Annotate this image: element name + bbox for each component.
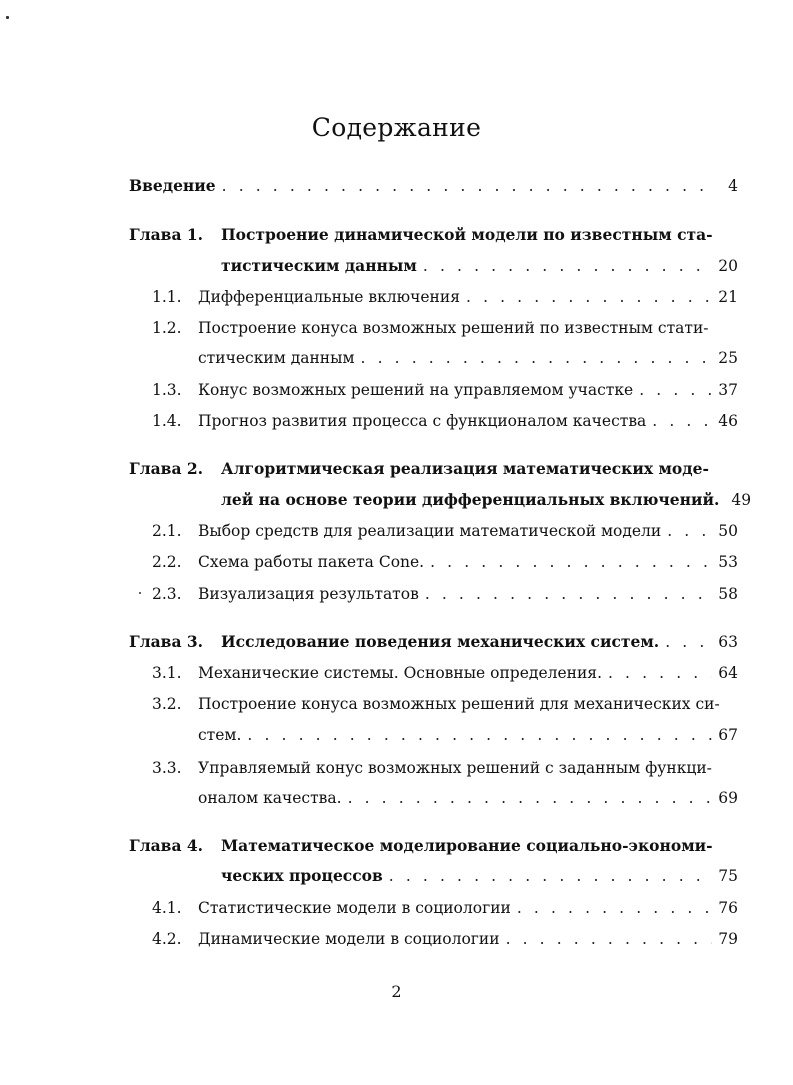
toc-chapter-1-heading[interactable]	[129, 225, 713, 245]
leader-dots	[425, 584, 712, 604]
toc-section-3-2-line2[interactable]	[198, 725, 738, 745]
section-number: 1.4.	[152, 412, 182, 430]
toc-entry-page: 4	[728, 177, 738, 195]
section-title: Динамические модели в социологии	[198, 930, 500, 948]
section-title-line1: Построение конуса возможных решений для механических си-	[198, 695, 720, 713]
section-title: Визуализация результатов	[198, 585, 419, 603]
toc-entry-page: 64	[718, 664, 738, 682]
toc-entry-page: 25	[718, 349, 738, 367]
chapter-number: Глава 3.	[129, 632, 204, 651]
toc-entry-page: 58	[718, 585, 738, 603]
section-title-line2: оналом качества.	[198, 789, 342, 807]
section-number: 4.2.	[152, 930, 182, 948]
toc-chapter-3[interactable]	[129, 632, 738, 652]
page-number: 2	[391, 982, 402, 1001]
chapter-number: Глава 1.	[129, 225, 204, 244]
leader-dots	[639, 380, 712, 400]
toc-section-1-3[interactable]	[152, 380, 738, 400]
chapter-title-line2: лей на основе теории дифференциальных включений.	[221, 490, 720, 509]
leader-dots	[348, 788, 713, 808]
leader-dots	[665, 632, 712, 652]
leader-dots	[361, 348, 713, 368]
toc-chapter-2-end[interactable]	[221, 490, 752, 510]
leader-dots	[608, 663, 712, 683]
toc-entry-page: 67	[718, 726, 738, 744]
toc-entry-page: 50	[718, 522, 738, 540]
section-title: Дифференциальные включения	[198, 288, 461, 306]
toc-entry-page: 46	[718, 412, 738, 430]
leader-dots	[466, 287, 712, 307]
section-title: Выбор средств для реализации математической модели	[198, 522, 662, 540]
section-title: Прогноз развития процесса с функционалом качества	[198, 412, 647, 430]
toc-entry-page: 37	[718, 381, 738, 399]
toc-section-2-1[interactable]	[152, 521, 738, 541]
leader-dots	[652, 411, 712, 431]
toc-chapter-4-heading[interactable]	[129, 836, 713, 856]
section-number: 2.2.	[152, 553, 182, 571]
toc-entry-page: 76	[718, 899, 738, 917]
section-number: 1.3.	[152, 381, 182, 399]
toc-entry-page: 21	[718, 288, 738, 306]
toc-section-2-2[interactable]	[152, 552, 738, 572]
section-number: 2.1.	[152, 522, 182, 540]
leader-dots	[517, 898, 712, 918]
chapter-title-line1: Алгоритмическая реализация математических моде-	[221, 459, 709, 478]
section-number: 3.3.	[152, 759, 182, 777]
scan-speck	[139, 592, 141, 594]
section-title: Конус возможных решений на управляемом участке	[198, 381, 634, 399]
chapter-title: Исследование поведения механических систем.	[221, 632, 660, 651]
section-title-line1: Построение конуса возможных решений по известным стати-	[198, 319, 709, 337]
chapter-title-line1: Математическое моделирование социально-экономи-	[221, 836, 713, 855]
toc-chapter-1-end[interactable]	[221, 256, 738, 276]
section-number: 3.2.	[152, 695, 182, 713]
toc-section-3-1[interactable]	[152, 663, 738, 683]
toc-section-1-2-line1[interactable]	[152, 318, 709, 338]
section-number: 2.3.	[152, 585, 182, 603]
chapter-title-line2: тистическим данным	[221, 256, 417, 275]
section-title: Статистические модели в социологии	[198, 899, 511, 917]
leader-dots	[389, 866, 712, 886]
section-title-line2: стическим данным	[198, 349, 355, 367]
leader-dots	[667, 521, 712, 541]
section-title: Схема работы пакета Cone.	[198, 553, 425, 571]
chapter-title-line1: Построение динамической модели по известным ста-	[221, 225, 713, 244]
leader-dots	[423, 256, 712, 276]
leader-dots	[222, 176, 714, 196]
section-number: 1.1.	[152, 288, 182, 306]
toc-section-4-2[interactable]	[152, 929, 738, 949]
toc-section-4-1[interactable]	[152, 898, 738, 918]
chapter-title-line2: ческих процессов	[221, 866, 383, 885]
section-number: 3.1.	[152, 664, 182, 682]
toc-section-1-1[interactable]	[152, 287, 738, 307]
toc-chapter-4-end[interactable]	[221, 866, 738, 886]
section-title: Механические системы. Основные определения.	[198, 664, 602, 682]
toc-section-3-3-line2[interactable]	[198, 788, 738, 808]
leader-dots	[430, 552, 712, 572]
toc-entry-intro[interactable]	[129, 176, 738, 196]
toc-entry-page: 49	[731, 491, 752, 509]
toc-section-1-4[interactable]	[152, 411, 738, 431]
leader-dots	[247, 725, 712, 745]
toc-entry-page: 69	[718, 789, 738, 807]
chapter-number: Глава 4.	[129, 836, 204, 855]
toc-section-2-3[interactable]	[152, 584, 738, 604]
toc-section-1-2-line2[interactable]	[198, 348, 738, 368]
chapter-number: Глава 2.	[129, 459, 204, 478]
toc-chapter-2-heading[interactable]	[129, 459, 709, 479]
toc-entry-page: 75	[718, 867, 738, 885]
toc-entry-page: 53	[718, 553, 738, 571]
section-number: 4.1.	[152, 899, 182, 917]
section-number: 1.2.	[152, 319, 182, 337]
toc-section-3-3-line1[interactable]	[152, 758, 712, 778]
toc-entry-page: 79	[718, 930, 738, 948]
toc-entry-page: 20	[718, 257, 738, 275]
toc-section-3-2-line1[interactable]	[152, 694, 720, 714]
toc-entry-page: 63	[718, 633, 738, 651]
section-title-line2: стем.	[198, 726, 242, 744]
toc-entry-title: Введение	[129, 176, 216, 195]
leader-dots	[506, 929, 713, 949]
page-title: Содержание	[311, 112, 482, 142]
section-title-line1: Управляемый конус возможных решений с заданным функци-	[198, 759, 712, 777]
